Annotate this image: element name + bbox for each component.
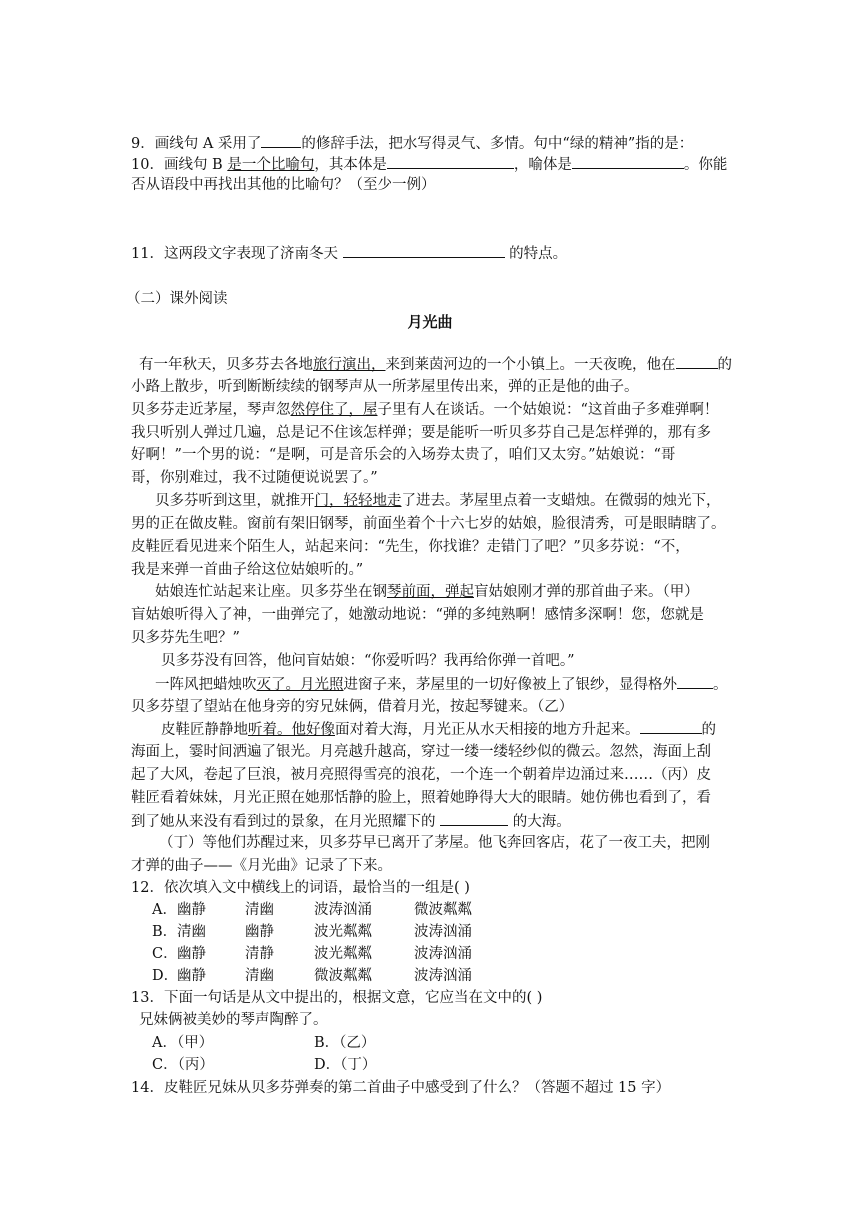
q12-option-a-label: A． [152, 902, 177, 918]
passage-title: 月光曲 [407, 313, 453, 331]
question-13-sentence: 兄妹俩被美妙的琴声陶醉了。 [139, 1012, 328, 1028]
underlined-text: 听着。他好像 [248, 722, 335, 738]
q10-label: 10．画线句 B [131, 157, 228, 173]
text: 。 [713, 677, 728, 693]
underlined-text: 旅行演出， [313, 357, 386, 373]
question-9 [131, 133, 731, 154]
underlined-text: 门，轻轻地走 [314, 493, 402, 509]
q12-option-b-word: 清幽 [177, 924, 206, 940]
paragraph-7-line-3: 起了大风，卷起了巨浪，被月亮照得雪亮的浪花，一个连一个朝着岸边涌过来……（丙）皮 [131, 767, 711, 783]
text: 到了她从来没有看到过的景象，在月光照耀下的 [131, 814, 441, 830]
text: 了进去。茅屋里点着一支蜡烛。在微弱的烛光下， [401, 493, 721, 509]
paragraph-4-line-2: 盲姑娘听得入了神，一曲弹完了，她激动地说：“弹的多纯熟啊！感情多深啊！您，您就是 [131, 607, 704, 623]
q12-option-b-label: B． [152, 924, 178, 940]
text: 贝多芬走近茅屋，琴声忽 [131, 402, 291, 418]
text: 盲姑娘刚才弹的那首曲子来。（甲） [474, 584, 699, 600]
paragraph-4-line-3: 贝多芬先生吧？” [131, 630, 240, 646]
question-10-line-1 [131, 154, 731, 175]
paragraph-5: 贝多芬没有回答，他问盲姑娘：“你爱听吗？我再给你弹一首吧。” [161, 653, 575, 669]
text: 的大海。 [508, 814, 571, 830]
text: 一阵风把蜡烛吹 [155, 677, 257, 693]
paragraph-7-line-1 [161, 719, 761, 740]
q10-text: ，其本体是 [314, 157, 387, 173]
q12-option-b-word: 波光粼粼 [314, 924, 372, 940]
answer-blank [677, 674, 713, 689]
q12-option-a-word: 幽静 [177, 902, 206, 918]
q12-option-c-word: 波涛汹涌 [414, 946, 472, 962]
answer-blank [343, 243, 505, 258]
text: 面对着大海，月光正从水天相接的地方升起来。 [335, 722, 640, 738]
question-12-stem: 12．依次填入文中横线上的词语，最恰当的一组是( ) [131, 880, 470, 896]
q11-text-before: 11．这两段文字表现了济南冬天 [131, 246, 343, 262]
paragraph-3-line-1 [155, 491, 755, 511]
answer-blank [640, 719, 702, 734]
q13-option-c: C．（丙） [152, 1057, 214, 1073]
paragraph-8-line-2: 才弹的曲子——《月光曲》记录了下来。 [131, 858, 392, 874]
paragraph-2-line-2: 我只听别人弹过几遍，总是记不住该怎样弹；要是能听一听贝多芬自己是怎样弹的，那有多 [131, 425, 711, 441]
text: 姑娘连忙站起来让座。贝多芬坐在钢 [155, 584, 387, 600]
q12-option-c-word: 清静 [245, 946, 274, 962]
answer-blank [387, 154, 514, 169]
question-13-stem: 13．下面一句话是从文中提出的，根据文意，它应当在文中的( ) [131, 990, 543, 1006]
paragraph-2-line-1 [131, 400, 731, 420]
q10-text: 。你能 [683, 157, 728, 173]
paragraph-6-line-2: 贝多芬望了望站在他身旁的穷兄妹俩，借着月光，按起琴键来。（乙） [131, 699, 574, 715]
paragraph-8-line-1: （丁）等他们苏醒过来，贝多芬早已离开了茅屋。他飞奔回客店，花了一夜工夫，把刚 [159, 835, 710, 851]
q12-option-c-word: 波光粼粼 [314, 946, 372, 962]
q12-option-d-word: 波涛汹涌 [414, 968, 472, 984]
paragraph-7-line-5 [131, 811, 731, 832]
q9-text-before: 9．画线句 A 采用了 [131, 136, 262, 152]
q12-option-d-word: 清幽 [245, 968, 274, 984]
paragraph-3-line-2: 男的正在做皮鞋。窗前有架旧钢琴，前面坐着个十六七岁的姑娘，脸很清秀，可是眼睛瞎了。 [131, 516, 726, 532]
text: 有一年秋天，贝多芬去各地 [139, 357, 313, 373]
q12-option-b-word: 波涛汹涌 [414, 924, 472, 940]
section-heading: （二）课外阅读 [126, 291, 228, 307]
text: 的 [701, 722, 716, 738]
q11-text-after: 的特点。 [504, 246, 568, 262]
q12-option-c-label: C． [152, 946, 178, 962]
text: 皮鞋匠静静地 [161, 722, 248, 738]
q12-option-a-word: 波涛汹涌 [314, 902, 372, 918]
text: 进窗子来，茅屋里的一切好像被上了银纱，显得格外 [343, 677, 677, 693]
q13-option-b: B．（乙） [314, 1035, 376, 1051]
paragraph-2-line-3: 好啊！”一个男的说：“是啊，可是音乐会的入场券太贵了，咱们又太穷。”姑娘说：“哥 [131, 447, 676, 463]
text: 子里有人在谈话。一个姑娘说：“这首曲子多难弹啊！ [377, 402, 719, 418]
text: 来到莱茵河边的一个小镇上。一天夜晚，他在 [385, 357, 676, 373]
q12-option-b-word: 幽静 [245, 924, 274, 940]
question-14: 14．皮鞋匠兄妹从贝多芬弹奏的第二首曲子中感受到了什么？（答题不超过 15 字） [131, 1080, 671, 1096]
paragraph-2-line-4: 哥，你别难过，我不过随便说说罢了。” [131, 470, 378, 486]
q12-option-d-word: 幽静 [177, 968, 206, 984]
q9-text-after: 的修辞手法，把水写得灵气、多情。句中“绿的精神”指的是： [301, 136, 694, 152]
paragraph-3-line-4: 我是来弹一首曲子给这位姑娘听的。” [131, 562, 364, 578]
underlined-text: 是一个比喻句 [227, 157, 315, 173]
paragraph-1-line-1 [139, 354, 739, 375]
answer-blank [572, 154, 684, 169]
underlined-text: 然停住了，屋 [290, 402, 378, 418]
q12-option-d-label: D． [152, 968, 179, 984]
answer-blank [440, 811, 508, 826]
underlined-text: 琴前面，弹起 [387, 584, 474, 600]
paragraph-6-line-1 [155, 674, 755, 695]
answer-blank [261, 133, 301, 148]
question-10-line-2: 否从语段中再找出其他的比喻句？（至少一例） [131, 177, 436, 193]
q13-option-a: A．（甲） [152, 1035, 214, 1051]
q12-option-a-word: 清幽 [245, 902, 274, 918]
paragraph-4-line-1 [155, 582, 755, 602]
question-11 [131, 243, 731, 264]
paragraph-7-line-2: 海面上，霎时间洒遍了银光。月亮越升越高，穿过一缕一缕轻纱似的微云。忽然，海面上刮 [131, 744, 711, 760]
q12-option-a-word: 微波粼粼 [414, 902, 472, 918]
q10-text: ，喻体是 [513, 157, 572, 173]
q13-option-d: D．（丁） [314, 1057, 377, 1073]
text: 的 [717, 357, 732, 373]
underlined-text: 灭了。月光照 [256, 677, 344, 693]
paragraph-7-line-4: 鞋匠看着妹妹，月光正照在她那恬静的脸上，照着她睁得大大的眼睛。她仿佛也看到了，看 [131, 790, 711, 806]
q12-option-d-word: 微波粼粼 [314, 968, 372, 984]
paragraph-3-line-3: 皮鞋匠看见进来个陌生人，站起来问：“先生，你找谁？走错门了吧？”贝多芬说：“不， [131, 539, 690, 555]
text: 贝多芬听到这里，就推开 [155, 493, 315, 509]
q12-option-c-word: 幽静 [177, 946, 206, 962]
answer-blank [676, 354, 718, 369]
paragraph-1-line-2: 小路上散步，听到断断续续的钢琴声从一所茅屋里传出来，弹的正是他的曲子。 [131, 379, 639, 395]
